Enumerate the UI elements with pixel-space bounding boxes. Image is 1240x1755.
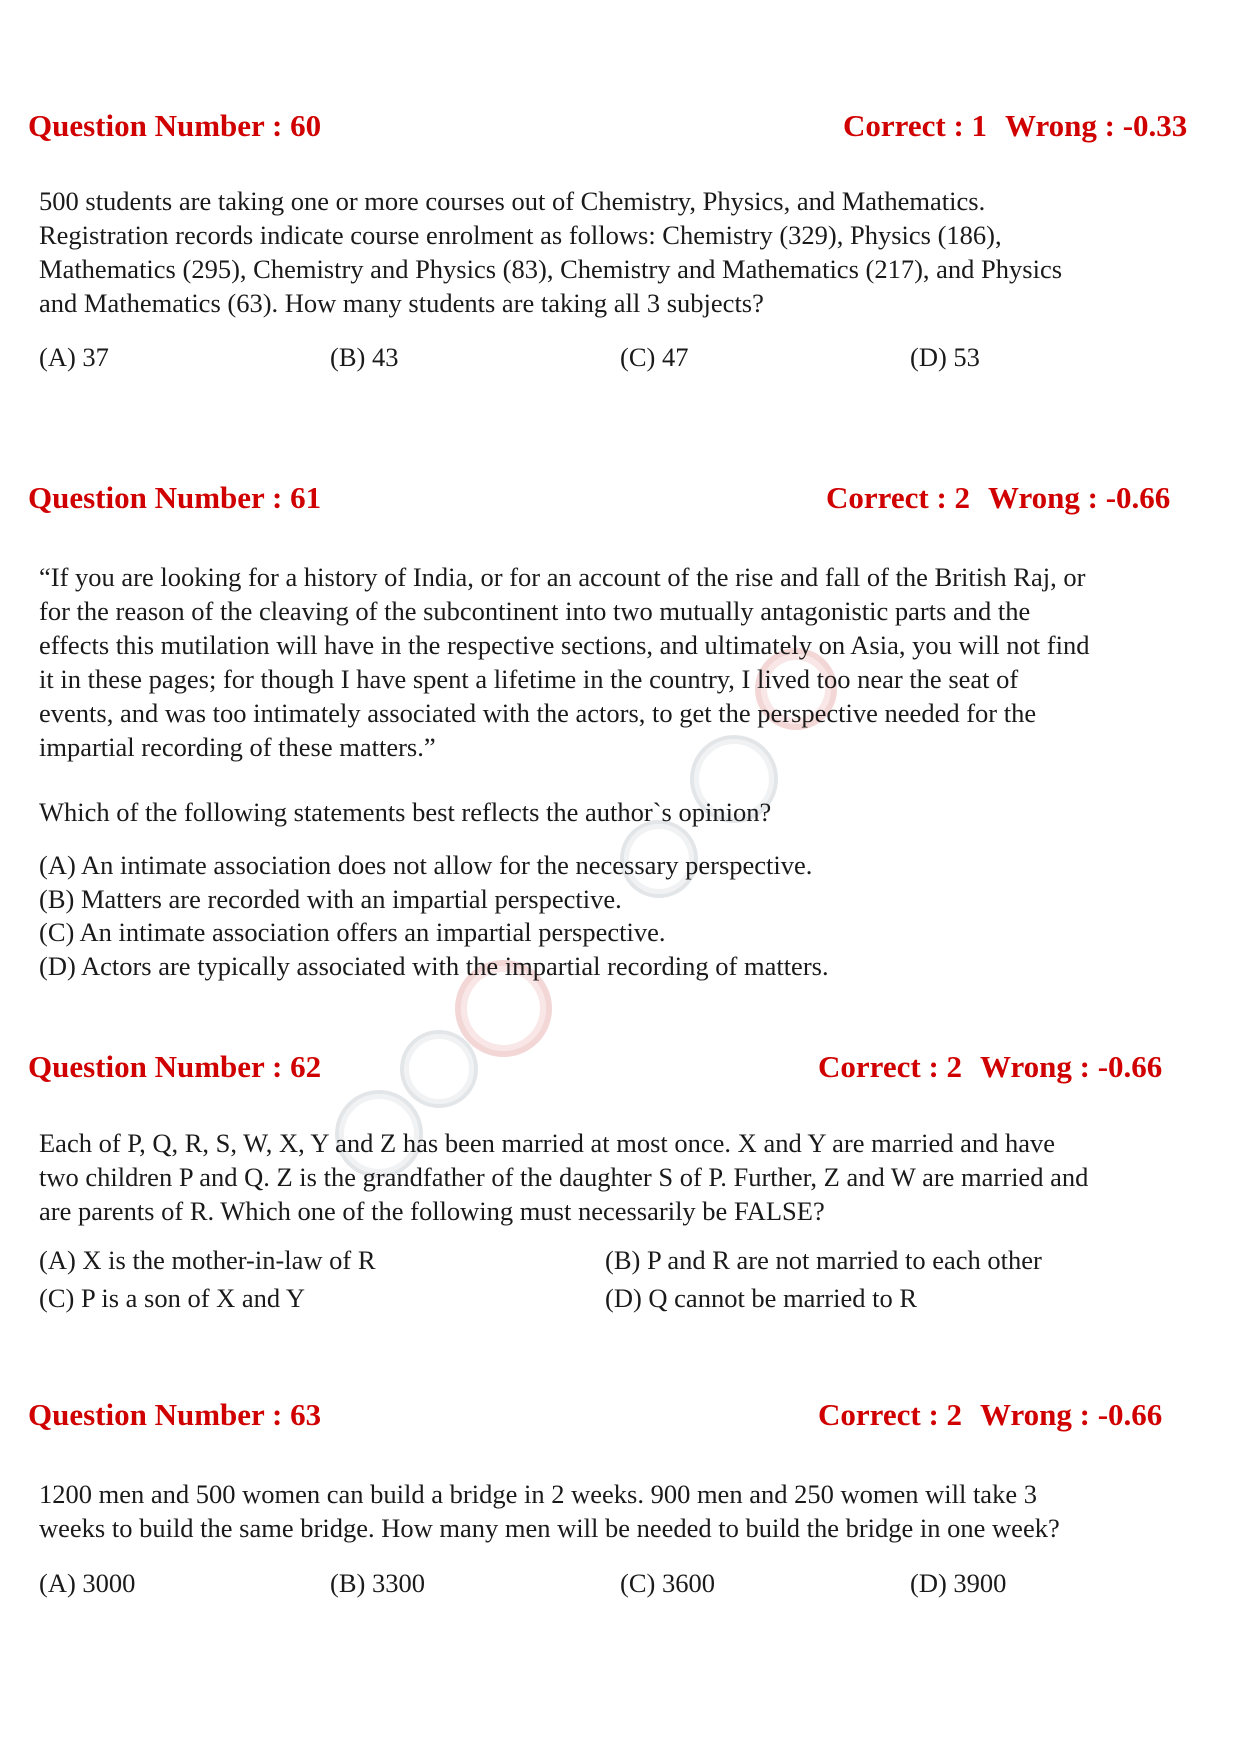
question-header <box>28 106 1208 146</box>
question-text-line: 1200 men and 500 women can build a bridge in 2 weeks. 900 men and 250 women will take 3 <box>39 1479 1037 1509</box>
question-text <box>39 184 1214 320</box>
option-c: (C) An intimate association offers an impartial perspective. <box>39 917 666 947</box>
option-d: (D) 3900 <box>910 1568 1007 1598</box>
option-b: (B) Matters are recorded with an impartial perspective. <box>39 883 622 914</box>
wrong-marks: Wrong : -0.66 <box>988 480 1171 515</box>
option-c: (C) 47 <box>620 342 689 372</box>
question-number: Question Number : 61 <box>28 480 322 515</box>
question-text-line: impartial recording of these matters.” <box>39 732 436 762</box>
option-c: (C) 3600 <box>620 1568 715 1598</box>
question-text-line: and Mathematics (63). How many students are taking all 3 subjects? <box>39 288 764 318</box>
question-marks <box>826 478 1170 518</box>
question-header <box>28 1047 1208 1087</box>
question-text <box>39 1126 1214 1228</box>
question-header <box>28 478 1208 518</box>
option-d: (D) Actors are typically associated with the impartial recording of matters. <box>39 950 829 981</box>
question-text-line: two children P and Q. Z is the grandfather of the daughter S of P. Further, Z and W are married and <box>39 1162 1089 1192</box>
correct-marks: Correct : 1 <box>843 108 988 143</box>
question-prompt: Which of the following statements best reflects the author`s opinion? <box>39 797 772 827</box>
question-number: Question Number : 62 <box>28 1049 322 1084</box>
question-text-line: 500 students are taking one or more courses out of Chemistry, Physics, and Mathematics. <box>39 186 986 216</box>
question-text-line: “If you are looking for a history of India, or for an account of the rise and fall of the British Raj, or <box>39 562 1086 592</box>
question-text-line: Each of P, Q, R, S, W, X, Y and Z has been married at most once. X and Y are married and have <box>39 1128 1056 1158</box>
question-marks <box>818 1047 1162 1087</box>
question-marks <box>843 106 1187 146</box>
option-b: (B) 3300 <box>330 1568 425 1598</box>
option-a: (A) 3000 <box>39 1568 136 1598</box>
wrong-marks: Wrong : -0.66 <box>980 1049 1163 1084</box>
question-text-line: it in these pages; for though I have spent a lifetime in the country, I lived too near the seat of <box>39 664 1019 694</box>
correct-marks: Correct : 2 <box>818 1049 963 1084</box>
question-text-line: weeks to build the same bridge. How many men will be needed to build the bridge in one week? <box>39 1513 1060 1543</box>
option-d: (D) Q cannot be married to R <box>605 1283 918 1313</box>
option-a: (A) 37 <box>39 342 109 372</box>
question-text-line: events, and was too intimately associated with the actors, to get the perspective needed for the <box>39 698 1037 728</box>
question-header <box>28 1395 1208 1435</box>
question-text-line: effects this mutilation will have in the respective sections, and ultimately on Asia, you will not find <box>39 630 1090 660</box>
wrong-marks: Wrong : -0.66 <box>980 1397 1163 1432</box>
correct-marks: Correct : 2 <box>826 480 971 515</box>
correct-marks: Correct : 2 <box>818 1397 963 1432</box>
option-c: (C) P is a son of X and Y <box>39 1283 305 1313</box>
question-text-line: are parents of R. Which one of the following must necessarily be FALSE? <box>39 1196 825 1226</box>
question-number: Question Number : 63 <box>28 1397 322 1432</box>
question-text-line: Mathematics (295), Chemistry and Physics (83), Chemistry and Mathematics (217), and Physics <box>39 254 1063 284</box>
option-d: (D) 53 <box>910 342 980 372</box>
question-text-line: Registration records indicate course enrolment as follows: Chemistry (329), Physics (186), <box>39 220 1002 250</box>
question-text <box>39 1477 1214 1545</box>
question-marks <box>818 1395 1162 1435</box>
option-b: (B) P and R are not married to each other <box>605 1245 1042 1275</box>
question-number: Question Number : 60 <box>28 108 322 143</box>
option-list <box>39 849 1189 983</box>
question-text <box>39 560 1214 764</box>
option-b: (B) 43 <box>330 342 399 372</box>
question-text-line: for the reason of the cleaving of the subcontinent into two mutually antagonistic parts and the <box>39 596 1031 626</box>
wrong-marks: Wrong : -0.33 <box>1005 108 1188 143</box>
option-a: (A) An intimate association does not allow for the necessary perspective. <box>39 850 813 880</box>
option-a: (A) X is the mother-in-law of R <box>39 1245 376 1275</box>
